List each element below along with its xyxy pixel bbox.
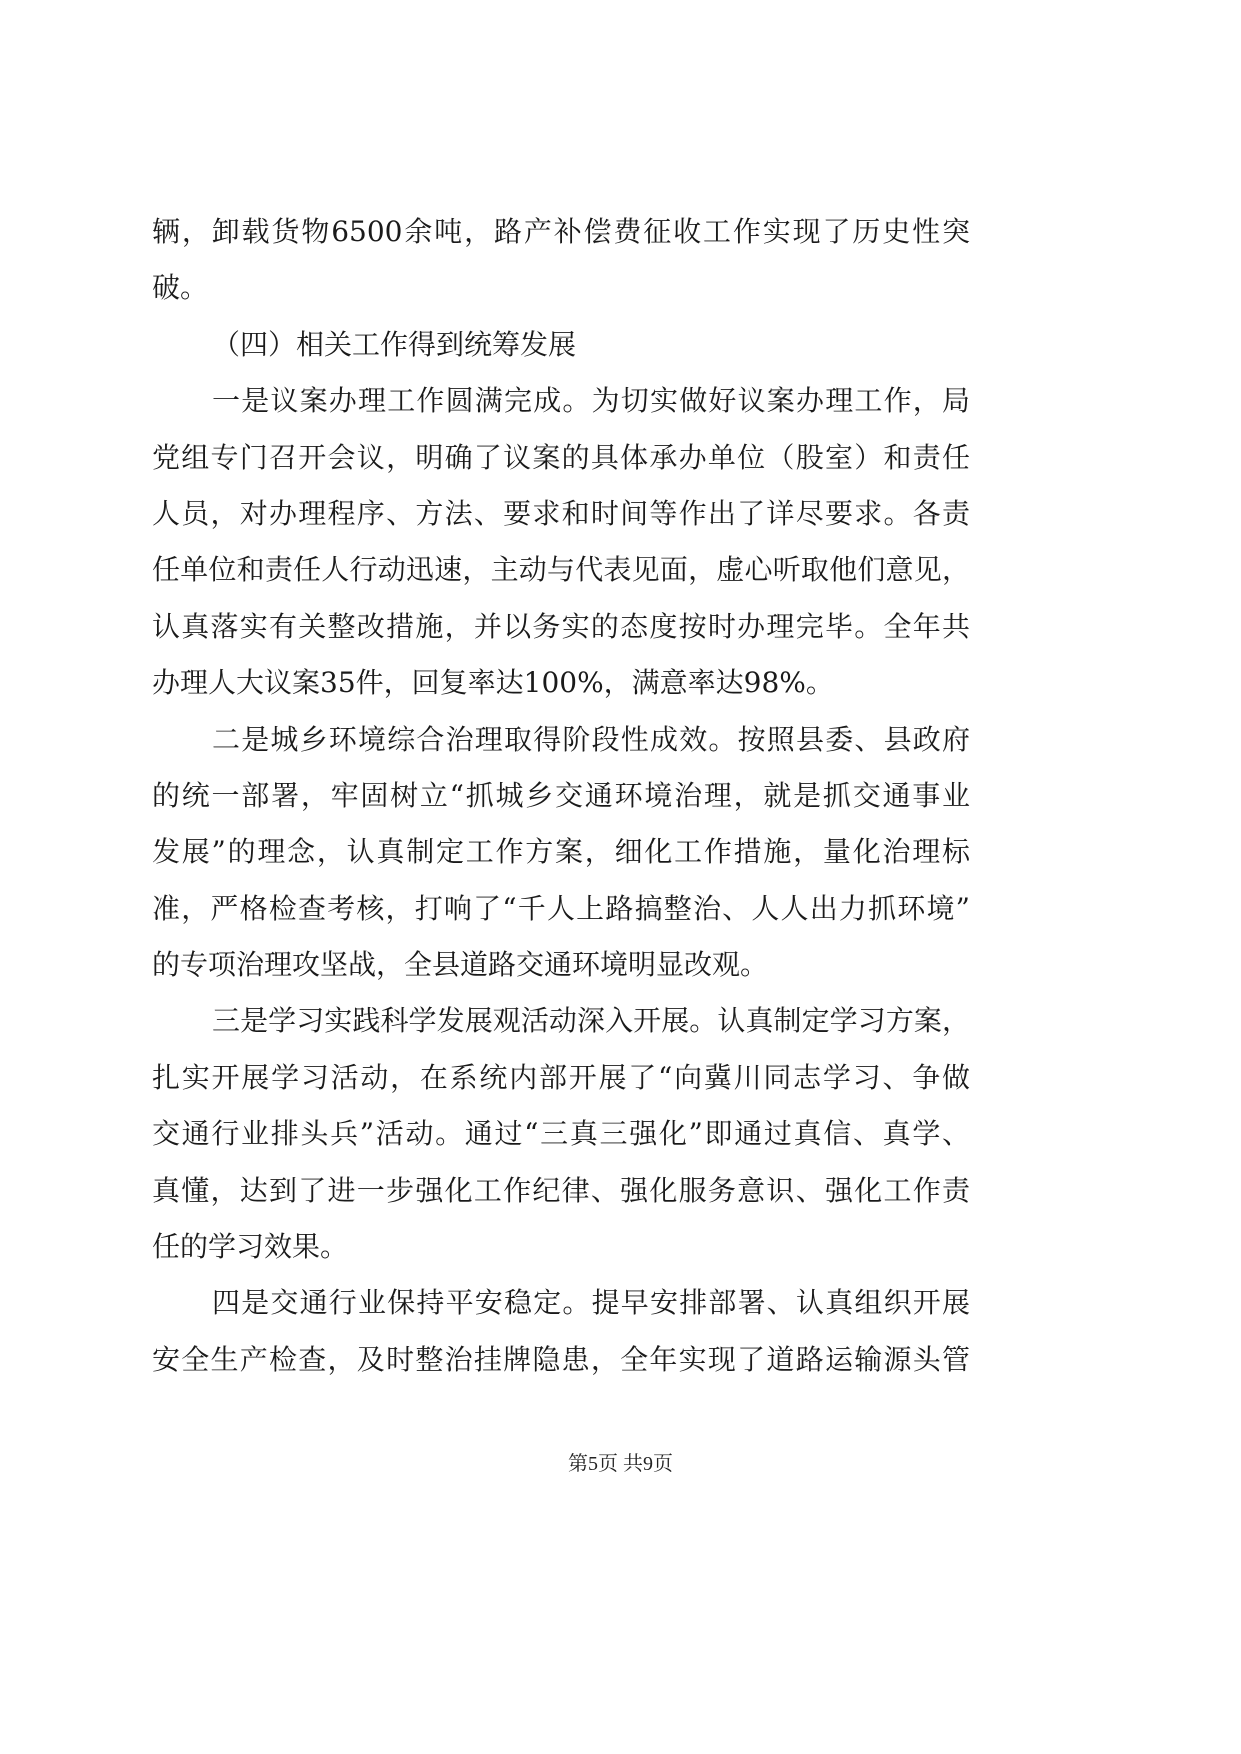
text-line: 人员，对办理程序、方法、要求和时间等作出了详尽要求。各责 bbox=[152, 496, 970, 530]
paragraph bbox=[152, 204, 970, 317]
text-line: 交通行业排头兵”活动。通过“三真三强化”即通过真信、真学、 bbox=[152, 1117, 970, 1151]
text-line: （四）相关工作得到统筹发展 bbox=[212, 327, 577, 361]
text-line: 二是城乡环境综合治理取得阶段性成效。按照县委、县政府 bbox=[212, 722, 970, 756]
page-footer: 第5页 共9页 bbox=[568, 1453, 673, 1475]
text-line: 的专项治理攻坚战，全县道路交通环境明显改观。 bbox=[152, 948, 769, 982]
text-line: 任的学习效果。 bbox=[152, 1230, 349, 1264]
text-line: 认真落实有关整改措施，并以务实的态度按时办理完毕。全年共 bbox=[152, 609, 970, 643]
text-line: 任单位和责任人行动迅速，主动与代表见面，虚心听取他们意见， bbox=[152, 553, 970, 587]
paragraph bbox=[152, 373, 970, 711]
document-body bbox=[152, 204, 970, 1388]
text-line: 三是学习实践科学发展观活动深入开展。认真制定学习方案， bbox=[212, 1004, 970, 1038]
paragraph bbox=[152, 317, 970, 373]
text-line: 的统一部署，牢固树立“抓城乡交通环境治理，就是抓交通事业 bbox=[152, 778, 970, 812]
text-line: 四是交通行业保持平安稳定。提早安排部署、认真组织开展 bbox=[212, 1286, 970, 1320]
text-line: 党组专门召开会议，明确了议案的具体承办单位（股室）和责任 bbox=[152, 440, 970, 474]
paragraph bbox=[152, 1275, 970, 1388]
text-line: 发展”的理念，认真制定工作方案，细化工作措施，量化治理标 bbox=[152, 835, 970, 869]
text-line: 辆，卸载货物6500余吨，路产补偿费征收工作实现了历史性突 bbox=[152, 215, 970, 248]
paragraph bbox=[152, 712, 970, 994]
text-line: 扎实开展学习活动，在系统内部开展了“向冀川同志学习、争做 bbox=[152, 1060, 970, 1094]
text-line: 一是议案办理工作圆满完成。为切实做好议案办理工作，局 bbox=[212, 384, 970, 418]
text-line: 安全生产检查，及时整治挂牌隐患，全年实现了道路运输源头管 bbox=[152, 1342, 970, 1376]
text-line: 准，严格检查考核，打响了“千人上路搞整治、人人出力抓环境” bbox=[152, 891, 970, 925]
text-line: 破。 bbox=[152, 271, 209, 305]
text-line: 办理人大议案35件，回复率达100%，满意率达98%。 bbox=[152, 666, 834, 700]
text-line: 真懂，达到了进一步强化工作纪律、强化服务意识、强化工作责 bbox=[152, 1173, 970, 1207]
paragraph bbox=[152, 993, 970, 1275]
